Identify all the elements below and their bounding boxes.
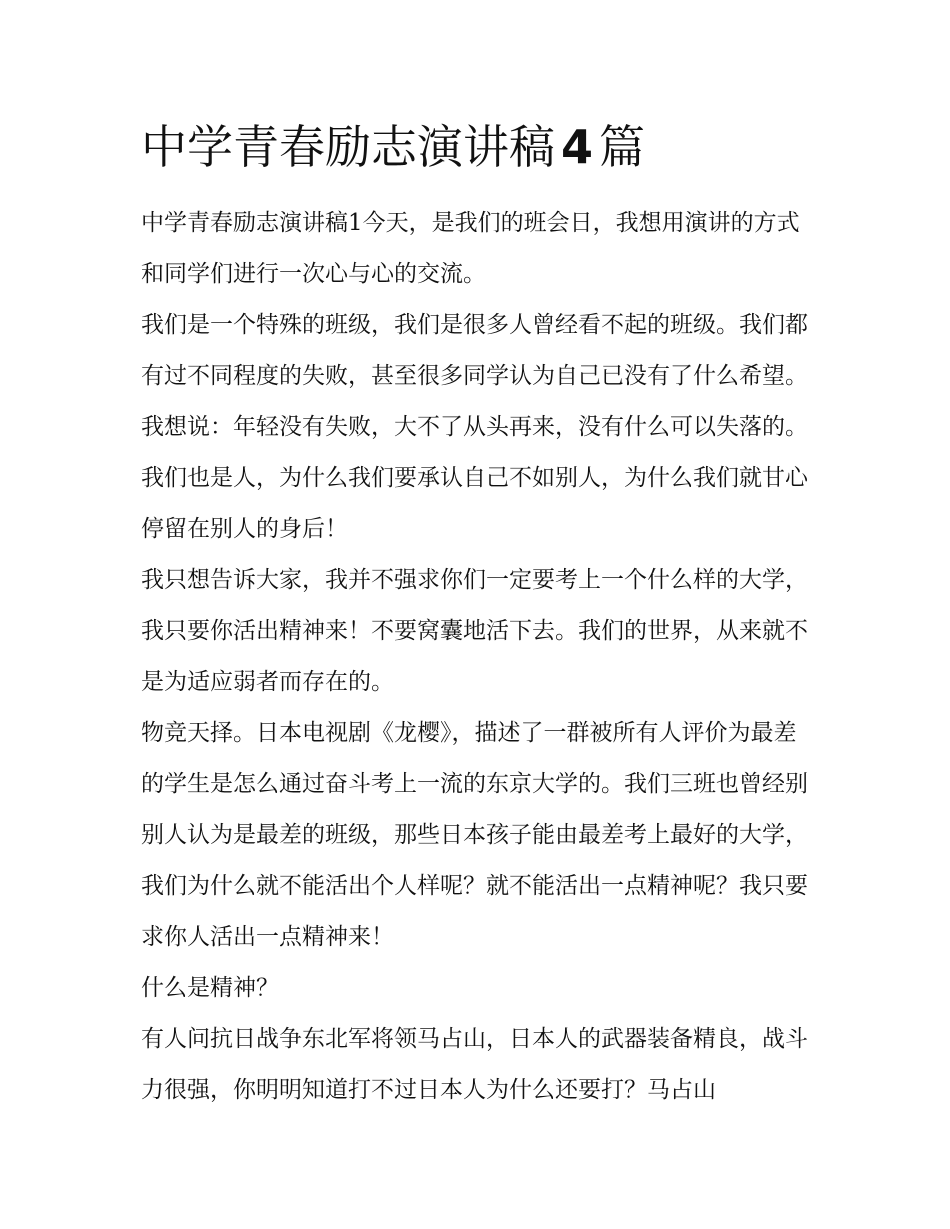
paragraph: 我们是一个特殊的班级，我们是很多人曾经看不起的班级。我们都有过不同程度的失败，甚至很多同学认为自己已没有了什么希望。我想说：年轻没有失败，大不了从头再来，没有什么可以失落的。我们也是人，为什么我们要承认自己不如别人，为什么我们就甘心停留在别人的身后！ xyxy=(141,312,808,542)
title-text: 中学青春励志演讲稿 xyxy=(141,120,555,174)
paragraph: 物竞天择。日本电视剧《龙樱》，描述了一群被所有人评价为最差的学生是怎么通过奋斗考上一流的东京大学的。我们三班也曾经别别人认为是最差的班级，那些日本孩子能由最差考上最好的大学，我们为什么就不能活出个人样呢？就不能活出一点精神呢？我只要求你人活出一点精神来！ xyxy=(141,720,808,950)
title-number: 4 xyxy=(561,120,594,174)
paragraph: 什么是精神？ xyxy=(141,975,279,1001)
title-suffix: 篇 xyxy=(599,120,646,174)
document-body xyxy=(141,198,813,1116)
paragraph: 中学青春励志演讲稿1今天，是我们的班会日，我想用演讲的方式和同学们进行一次心与心的交流。 xyxy=(141,210,800,287)
document-title xyxy=(141,118,645,176)
paragraph: 有人问抗日战争东北军将领马占山，日本人的武器装备精良，战斗力很强，你明明知道打不过日本人为什么还要打？马占山 xyxy=(141,1026,808,1103)
paragraph: 我只想告诉大家，我并不强求你们一定要考上一个什么样的大学，我只要你活出精神来！不要窝囊地活下去。我们的世界，从来就不是为适应弱者而存在的。 xyxy=(141,567,808,695)
